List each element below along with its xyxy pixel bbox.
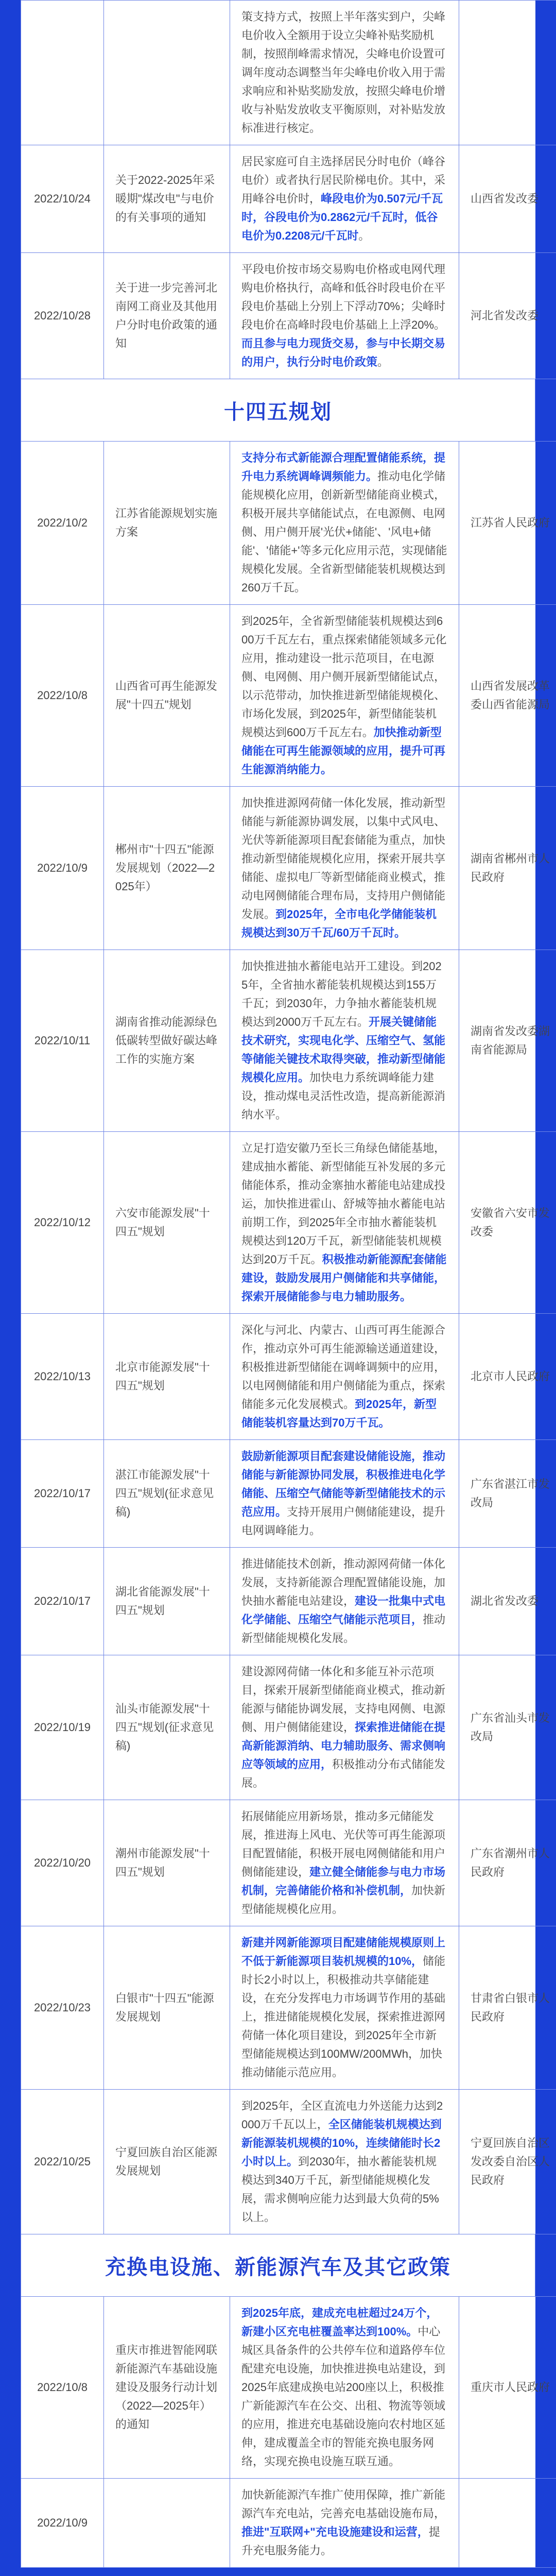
content-text: 。 bbox=[358, 229, 370, 242]
content-text: 平段电价按市场交易购电价格或电网代理购电价格执行，高峰和低谷时段电价在平段电价基础上分别上下浮动70%；尖峰时段电价在高峰时段电价基础上上浮20%。 bbox=[241, 263, 446, 331]
content-text: 加快推进源网荷储一体化发展，推动新型储能与新能源协调发展，以集中式风电、光伏等新能源项目配套储能为重点，加快推动新型储能规模化应用，探索开展共享储能、虚拟电厂等新型储能商业模式，推动电网侧储能合理布局，支持用户侧储能发展。 bbox=[241, 796, 446, 921]
table-row bbox=[21, 1655, 556, 1800]
date-cell: 2022/10/28 bbox=[21, 253, 104, 379]
policy-name-cell: 山西省可再生能源发展"十四五"规划 bbox=[104, 605, 230, 787]
content-cell bbox=[230, 1132, 459, 1314]
section-title-14th-plan: 十四五规划 bbox=[21, 379, 535, 441]
content-cell bbox=[230, 2090, 459, 2234]
highlight-text: 新建并网新能源项目配建储能规模原则上不低于新能源项目装机规模的10%， bbox=[241, 1936, 446, 1968]
content-text: ，尖峰电价设置可调年度动态调整 bbox=[241, 47, 446, 79]
content-cell bbox=[230, 1800, 459, 1926]
table-row bbox=[21, 1548, 556, 1655]
highlight-text: 推进"互联网+"充电设施建设和运营， bbox=[241, 2526, 429, 2538]
table-row bbox=[21, 787, 556, 950]
content-text: 加快电力系统调峰能力建设，推动煤电灵活性改造，提高新能源消纳水平。 bbox=[241, 1071, 446, 1121]
content-text: 积极推动分布式储能发展。 bbox=[241, 1758, 446, 1789]
highlight-text: 建设一批集中式电化学储能、压缩空气储能示范项目， bbox=[241, 1595, 446, 1626]
issuing-org-cell: 湖南省郴州市人民政府 bbox=[459, 787, 556, 950]
content-text: 策支持方式，按照上半年落实到户 bbox=[241, 10, 412, 23]
date-cell: 2022/10/2 bbox=[21, 442, 104, 605]
content-text: 储能时长2小时以上，积极推动共享储能建设，在充分发挥电力市场调节作用的基础上，推进储能规模化发展，探索推进源网荷储一体化项目建设，到2025年全市新型储能规模达到100MW/200MWh，加快推动储能示范应用。 bbox=[241, 1955, 446, 2079]
highlight-text: 积极推动新能源配套储能建设，鼓励发展用户侧储能和共享储能，探索开展储能参与电力辅助服务。 bbox=[241, 1253, 447, 1303]
policy-table-frame bbox=[21, 0, 550, 2568]
content-text: ，尖峰电价收入全额用于设立尖峰 bbox=[241, 10, 446, 42]
content-text: 补贴奖励机制，按照削峰需求情况 bbox=[241, 29, 435, 60]
issuing-org-cell: 安徽省六安市发改委 bbox=[459, 1132, 556, 1314]
date-cell: 2022/10/9 bbox=[21, 787, 104, 950]
content-cell bbox=[230, 2297, 459, 2479]
issuing-org-cell: 江苏省人民政府 bbox=[459, 442, 556, 605]
content-text: 到2025年，全省新型储能装机规模达到600万千瓦左右，重点探索储能领域多元化应用，推动建设一批示范项目，在电源侧、电网侧、用户侧开展新型储能试点，以示范带动，加快推进新型储能规模化、市场化发展，到2025年，新型储能装机规模达到600万千瓦左右。 bbox=[241, 615, 447, 739]
date-cell: 2022/10/8 bbox=[21, 2297, 104, 2479]
date-cell: 2022/10/25 bbox=[21, 2090, 104, 2234]
content-text: 推进储能技术创新，推动源网荷储一体化发展，支持新能源合理配置储能设施，加快抽水蓄能电站建设， bbox=[241, 1557, 446, 1607]
content-text: 收与补贴发放收支平衡原则，对补贴发放 bbox=[241, 103, 446, 116]
date-cell: 2022/10/11 bbox=[21, 950, 104, 1132]
highlight-text: 探索推进储能在提高新能源消纳、电力辅助服务、需求侧响应等领域的应用， bbox=[241, 1721, 446, 1771]
issuing-org-cell: 湖南省发改委湖南省能源局 bbox=[459, 950, 556, 1132]
table-row bbox=[21, 1132, 556, 1314]
issuing-org-cell: 广东省潮州市人民政府 bbox=[459, 1800, 556, 1926]
highlight-text: 开展关键储能技术研究，实现电化学、压缩空气、氢能等储能关键技术取得突破，推动新型储能规模化应用。 bbox=[241, 1015, 446, 1084]
content-text: 支持开展用户侧储能建设，提升电网调峰能力。 bbox=[241, 1505, 446, 1537]
date-cell: 2022/10/13 bbox=[21, 1314, 104, 1440]
highlight-text: 鼓励新能源项目配套建设储能设施，推动储能与新能源协同发展，积极推进电化学储能、压缩空气储能等新型储能技术的示范应用。 bbox=[241, 1450, 446, 1518]
content-cell bbox=[230, 950, 459, 1132]
content-text: 推动电化学储能规模化应用，创新新型储能商业模式，积极开展共享储能试点，在电源侧、电网侧、用户侧开展'光伏+储能'、'风电+储能'、'储能+'等多元化应用示范，实现储能规模化发展。全省新型储能装机规模达到260万千瓦。 bbox=[241, 470, 447, 594]
policy-name-cell: 白银市"十四五"能源发展规划 bbox=[104, 1926, 230, 2090]
date-cell bbox=[21, 1, 104, 145]
content-text: 到2030年，抽水蓄能装机规模达到340万千瓦，新型储能规模化发展，需求侧响应能力达到最大负荷的5%以上。 bbox=[241, 2155, 439, 2224]
content-text: 。 bbox=[377, 355, 389, 368]
highlight-text: 到2025年底，建成充电桩超过24万个，新建小区充电桩覆盖率达到100%。 bbox=[241, 2307, 438, 2338]
policy-name-cell bbox=[104, 2479, 230, 2568]
issuing-org-cell: 河北省发改委 bbox=[459, 253, 556, 379]
policy-name-cell: 汕头市能源发展"十四五"规划(征求意见稿) bbox=[104, 1655, 230, 1800]
table-row bbox=[21, 1926, 556, 2090]
table-row bbox=[21, 2297, 556, 2479]
highlight-text: 支持分布式新能源合理配置储能系统，提升电力系统调峰调频能力。 bbox=[241, 451, 446, 483]
content-cell bbox=[230, 1655, 459, 1800]
issuing-org-cell: 广东省湛江市发改局 bbox=[459, 1440, 556, 1548]
content-cell bbox=[230, 442, 459, 605]
date-cell: 2022/10/12 bbox=[21, 1132, 104, 1314]
date-cell: 2022/10/24 bbox=[21, 145, 104, 253]
date-cell: 2022/10/20 bbox=[21, 1800, 104, 1926]
table-row bbox=[21, 2090, 556, 2234]
policy-name-cell: 潮州市能源发展"十四五"规划 bbox=[104, 1800, 230, 1926]
policy-name-cell: 六安市能源发展"十四五"规划 bbox=[104, 1132, 230, 1314]
content-text: 深化与河北、内蒙古、山西可再生能源合作，推动京外可再生能源输送通道建设，积极推进新型储能在调峰调频中的应用，以电网侧储能和用户侧储能为重点，探索储能多元化发展模式。 bbox=[241, 1324, 446, 1411]
policy-name-cell: 湖南省推动能源绿色低碳转型做好碳达峰工作的实施方案 bbox=[104, 950, 230, 1132]
issuing-org-cell: 宁夏回族自治区发改委自治区人民政府 bbox=[459, 2090, 556, 2234]
policy-name-cell bbox=[104, 1, 230, 145]
policy-table-a bbox=[21, 0, 556, 379]
highlight-text: 建立健全储能参与电力市场机制，完善储能价格和补偿机制， bbox=[241, 1866, 446, 1897]
table-row bbox=[21, 1314, 556, 1440]
highlight-text: 峰段电价为0.507元/千瓦时，谷段电价为0.2862元/千瓦时，低谷电价为0.2208元/千瓦时 bbox=[241, 192, 443, 242]
table-row bbox=[21, 442, 556, 605]
issuing-org-cell: 甘肃省白银市人民政府 bbox=[459, 1926, 556, 2090]
policy-name-cell: 湖北省能源发展"十四五"规划 bbox=[104, 1548, 230, 1655]
content-text: 加快新能源汽车推广使用保障，推广新能源汽车充电站，完善充电基础设施布局， bbox=[241, 2488, 446, 2520]
content-cell bbox=[230, 1548, 459, 1655]
highlight-text: 加快推动新型储能在可再生能源领域的应用，提升可再生能源消纳能力。 bbox=[241, 726, 446, 776]
content-text: 励发放，按照尖峰电价增 bbox=[321, 84, 446, 97]
content-text: 提升充电服务能力。 bbox=[241, 2526, 440, 2557]
highlight-text: 全区储能装机规模达到新能源装机规模的10%，连续储能时长2小时以上。 bbox=[241, 2118, 442, 2168]
date-cell: 2022/10/23 bbox=[21, 1926, 104, 2090]
issuing-org-cell: 重庆市人民政府 bbox=[459, 2297, 556, 2479]
content-text: 当年尖峰电价收入用于需求响应和补贴奖 bbox=[241, 66, 446, 97]
date-cell: 2022/10/17 bbox=[21, 1440, 104, 1548]
content-cell bbox=[230, 1440, 459, 1548]
highlight-text: 而且参与电力现货交易，参与中长期交易的用户，执行分时电价政策 bbox=[241, 337, 446, 368]
issuing-org-cell: 山西省发展改革委山西省能源局 bbox=[459, 605, 556, 787]
issuing-org-cell: 湖北省发改委 bbox=[459, 1548, 556, 1655]
content-text: 到2025年，全区直流电力外送能力达到2000万千瓦以上， bbox=[241, 2099, 443, 2131]
content-cell bbox=[230, 2479, 459, 2568]
issuing-org-cell: 北京市人民政府 bbox=[459, 1314, 556, 1440]
issuing-org-cell: 广东省汕头市发改局 bbox=[459, 1655, 556, 1800]
table-row bbox=[21, 1440, 556, 1548]
content-text: 建设源网荷储一体化和多能互补示范项目，探索开展新型储能商业模式，推动新能源与储能协调发展，支持电网侧、电源侧、用户侧储能建设， bbox=[241, 1665, 446, 1734]
highlight-text: 到2025年，新型储能装机容量达到70万千瓦。 bbox=[241, 1398, 437, 1429]
content-cell bbox=[230, 145, 459, 253]
highlight-text: 到2025年，全市电化学储能装机规模达到30万千瓦/60万千瓦时。 bbox=[241, 908, 437, 939]
table-row bbox=[21, 1, 556, 145]
content-text: 加快推进抽水蓄能电站开工建设。到2025年，全省抽水蓄能装机规模达到155万千瓦；到2030年，力争抽水蓄能装机规模达到2000万千瓦左右。 bbox=[241, 960, 442, 1028]
issuing-org-cell bbox=[459, 1, 556, 145]
table-row bbox=[21, 145, 556, 253]
policy-name-cell: 关于进一步完善河北南网工商业及其他用户分时电价政策的通知 bbox=[104, 253, 230, 379]
content-text: 中心城区具备条件的公共停车位和道路停车位配建充电设施，加快推进换电站建设，到2025年底建成换电站200座以上，积极推广新能源汽车在公交、出租、物流等领域的应用，推进充电基础设施向农村地区延伸，建成覆盖全市的智能充换电服务网络，实现充换电设施互联互通。 bbox=[241, 2325, 446, 2468]
content-text: 标准进行核定。 bbox=[241, 122, 321, 134]
table-row bbox=[21, 605, 556, 787]
content-cell bbox=[230, 253, 459, 379]
content-cell bbox=[230, 605, 459, 787]
content-cell bbox=[230, 1, 459, 145]
issuing-org-cell: 山西省发改委 bbox=[459, 145, 556, 253]
content-cell bbox=[230, 787, 459, 950]
content-text: 拓展储能应用新场景，推动多元储能发展，推进海上风电、光伏等可再生能源项目配置储能，积极开展电网侧储能和用户侧储能建设， bbox=[241, 1810, 446, 1878]
table-row bbox=[21, 950, 556, 1132]
table-row bbox=[21, 2479, 556, 2568]
policy-table-b bbox=[21, 441, 556, 2234]
section-title-charging-ev: 充换电设施、新能源汽车及其它政策 bbox=[21, 2234, 535, 2296]
table-row bbox=[21, 253, 556, 379]
content-cell bbox=[230, 1926, 459, 2090]
content-text: 居民家庭可自主选择居民分时电价（峰谷电价）或者执行居民阶梯电价。其中，采用峰谷电价时， bbox=[241, 155, 446, 205]
date-cell: 2022/10/8 bbox=[21, 605, 104, 787]
table-row bbox=[21, 1800, 556, 1926]
policy-name-cell: 北京市能源发展"十四五"规划 bbox=[104, 1314, 230, 1440]
content-text: 加快新型储能规模化应用。 bbox=[241, 1884, 446, 1916]
policy-name-cell: 湛江市能源发展"十四五"规划(征求意见稿) bbox=[104, 1440, 230, 1548]
policy-name-cell: 郴州市"十四五"能源发展规划（2022—2025年） bbox=[104, 787, 230, 950]
date-cell: 2022/10/19 bbox=[21, 1655, 104, 1800]
policy-name-cell: 江苏省能源规划实施方案 bbox=[104, 442, 230, 605]
policy-name-cell: 关于2022-2025年采暖期"煤改电"与电价的有关事项的通知 bbox=[104, 145, 230, 253]
policy-name-cell: 重庆市推进智能网联新能源汽车基础设施建设及服务行动计划（2022—2025年）的通知 bbox=[104, 2297, 230, 2479]
content-text: 立足打造安徽乃至长三角绿色储能基地，建成抽水蓄能、新型储能互补发展的多元储能体系，推动金寨抽水蓄能电站建成投运，加快推进霍山、舒城等抽水蓄能电站前期工作，到2025年全市抽水蓄能装机规模达到120万千瓦，新型储能装机规模达到20万千瓦。 bbox=[241, 1142, 446, 1266]
date-cell: 2022/10/17 bbox=[21, 1548, 104, 1655]
policy-table-c bbox=[21, 2296, 556, 2568]
content-cell bbox=[230, 1314, 459, 1440]
date-cell: 2022/10/9 bbox=[21, 2479, 104, 2568]
issuing-org-cell bbox=[459, 2479, 556, 2568]
content-text: 推动新型储能规模化发展。 bbox=[241, 1613, 446, 1645]
policy-name-cell: 宁夏回族自治区能源发展规划 bbox=[104, 2090, 230, 2234]
